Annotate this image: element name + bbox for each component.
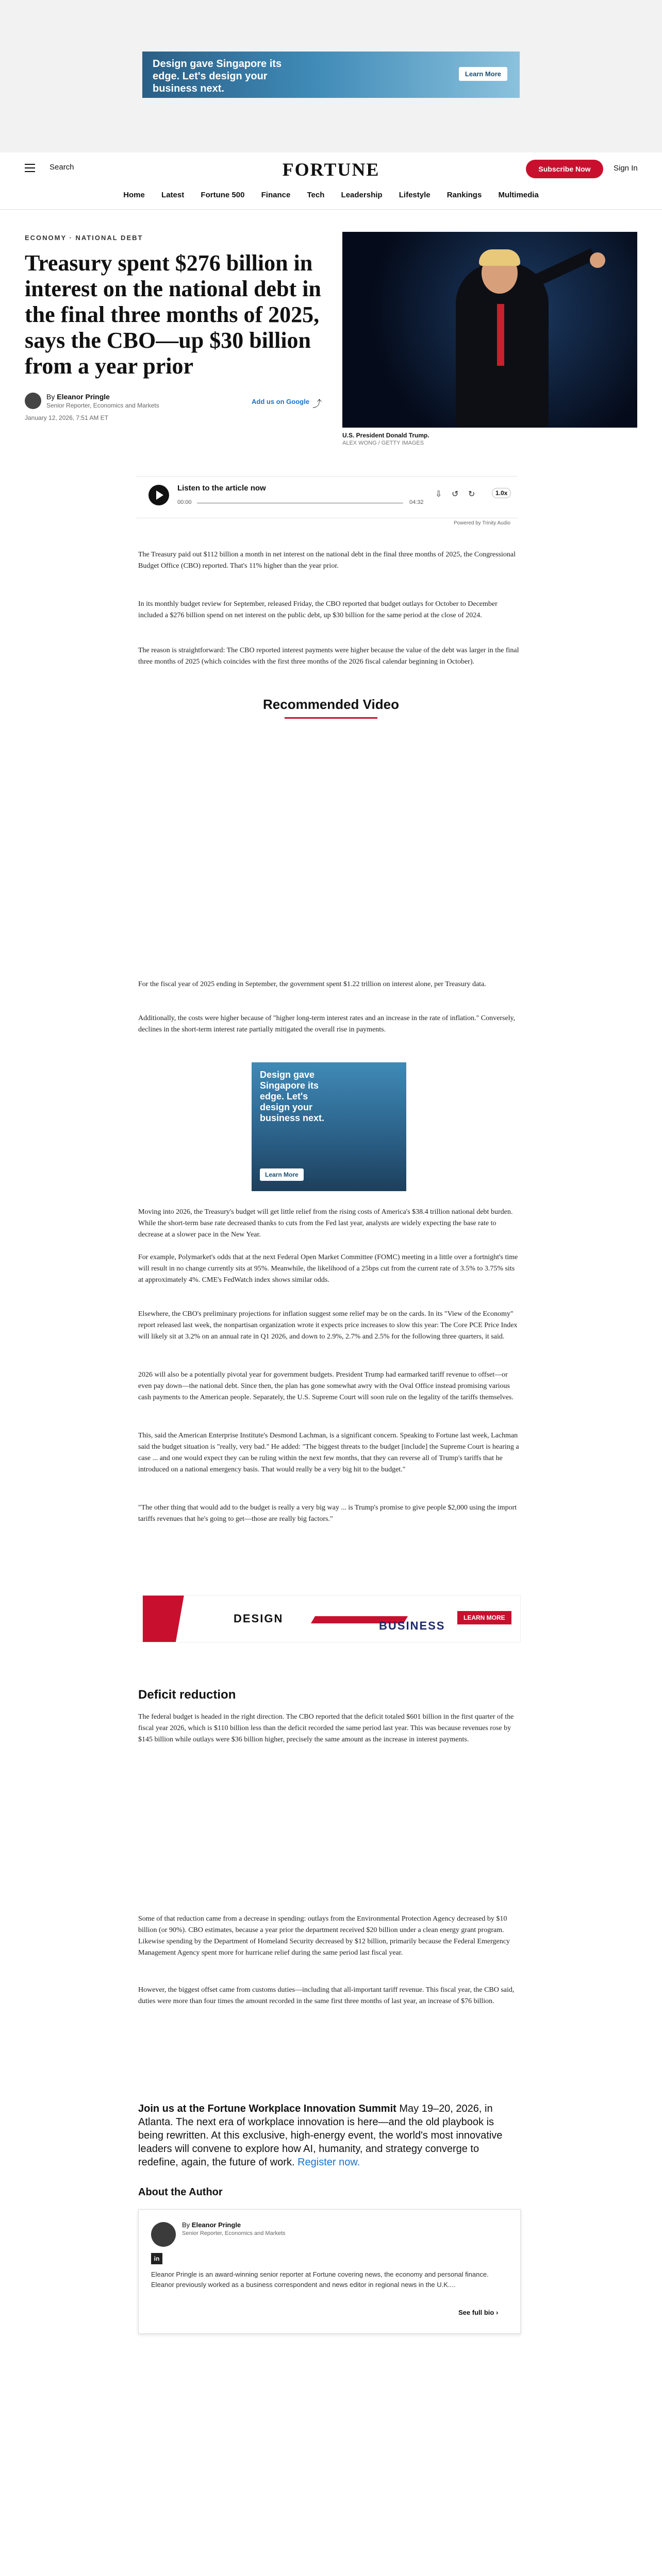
player-time-end: 04:32 [409, 499, 424, 505]
forward-icon[interactable]: ↻ [468, 490, 475, 499]
about-author-heading: About the Author [138, 2187, 223, 2198]
paragraph-9: 2026 will also be a potentially pivotal year for government budgets. President Trump had earmarked tariff revenue to offset—or even pay down—the national debt. Since then, the plan has gone somewhat awry with the Oval Office instead promising various cash payments to the American people. Separately, the U.S. Supreme Court will soon rule on the legality of the tariffs themselves. [138, 1371, 514, 1401]
nav-tech[interactable]: Tech [307, 191, 325, 199]
speed-button[interactable]: 1.0x [492, 488, 511, 498]
author-card-prefix: By [182, 2221, 190, 2229]
audio-player [136, 476, 518, 518]
player-time-start: 00:00 [177, 499, 192, 505]
article-headline: Treasury spent $276 billion in interest on the national debt in the final three months of 2025, says the CBO—up $30 billion from a year prior [25, 250, 321, 379]
author-role: Senior Reporter, Economics and Markets [46, 402, 159, 409]
article-kicker[interactable]: ECONOMY · NATIONAL DEBT [25, 234, 143, 242]
share-icon[interactable]: ⤴ [312, 399, 322, 409]
hero-arm [525, 248, 596, 290]
paragraph-1: The Treasury paid out $112 billion a month in net interest on the national debt in the final three months of 2025, the Congressional Budget Office (CBO) reported. That's 11% higher than the year prior. [138, 551, 516, 570]
summit-register-link[interactable]: Register now. [297, 2157, 360, 2168]
banner-ad[interactable] [142, 1595, 521, 1642]
publish-date: January 12, 2026, 7:51 AM ET [25, 414, 109, 421]
paragraph-7: For example, Polymarket's odds that at the next Federal Open Market Committee (FOMC) meeting in a little over a fortnight's time will result in no change currently sits at 95%. Meanwhile, the likelihood of a 25bps cut from the current rate of 3.5% to 3.75% sits at approximately 4%. CME's FedWatch index shows similar odds. [138, 1253, 518, 1284]
deficit-heading: Deficit reduction [138, 1688, 236, 1702]
recommended-video-heading: Recommended Video [263, 697, 399, 712]
nav-multimedia[interactable]: Multimedia [498, 191, 539, 199]
nav-leadership[interactable]: Leadership [341, 191, 383, 199]
author-avatar[interactable] [25, 393, 41, 409]
mid-ad-cta[interactable]: Learn More [260, 1168, 304, 1181]
hero-hair [479, 249, 520, 266]
paragraph-10: This, said the American Enterprise Institute's Desmond Lachman, is a significant concern. Speaking to Fortune last week, Lachman said the budget situation is "really, very bad." He added: "The biggest threats to the budget [include] the Supreme Court is hearing a case ... and one would expect they can be ruling within the next few months, that they can reverse all of Trump's tariffs that he introduced on a national emergency basis. That would really be a very big hit to the budget." [138, 1432, 519, 1473]
search-button[interactable]: Search [49, 163, 74, 172]
chevron-right-icon: › [495, 2309, 499, 2316]
nav-divider [0, 209, 662, 210]
author-card-avatar[interactable] [151, 2222, 176, 2247]
linkedin-icon[interactable]: in [151, 2253, 162, 2264]
fortune-logo[interactable]: FORTUNE [282, 159, 380, 180]
top-ad-headline: Design gave Singapore its edge. Let's design your business next. [153, 58, 282, 94]
player-title: Listen to the article now [177, 484, 266, 493]
banner-ad-cta[interactable]: LEARN MORE [457, 1611, 511, 1624]
byline [46, 393, 110, 401]
author-card [138, 2209, 521, 2334]
top-ad-slot [0, 0, 662, 152]
add-google-button[interactable]: Add us on Google [252, 398, 309, 405]
author-card-name [182, 2221, 241, 2229]
nav-lifestyle[interactable]: Lifestyle [399, 191, 431, 199]
site-header [0, 152, 662, 183]
mid-ad-banner[interactable] [252, 1062, 406, 1191]
summit-body: May 19–20, 2026, in Atlanta. The next era of workplace innovation is here—and the old playbook is being rewritten. At this exclusive, high-energy event, the world's most innovative leaders will convene to explore how AI, humanity, and strategy converge to redefine, again, the future of work. [138, 2103, 503, 2168]
nav-rankings[interactable]: Rankings [446, 191, 482, 199]
author-link[interactable]: Eleanor Pringle [57, 393, 110, 401]
top-ad-cta[interactable]: Learn More [459, 67, 507, 81]
nav-latest[interactable]: Latest [161, 191, 185, 199]
inline-ad-slot [138, 1762, 520, 1901]
paragraph-4: For the fiscal year of 2025 ending in September, the government spent $1.22 trillion on interest alone, per Treasury data. [138, 980, 486, 988]
paragraph-12: The federal budget is headed in the right direction. The CBO reported that the deficit totaled $601 billion in the first quarter of the fiscal year 2026, which is $110 billion less than the deficit recorded the same period last year. This was because revenues rose by $145 billion while outlays were $36 billion higher, precisely the same amount as the increase in interest payments. [138, 1713, 514, 1743]
paragraph-8: Elsewhere, the CBO's preliminary projections for inflation suggest some relief may be on the cards. In its "View of the Economy" report released last week, the nonpartisan organization wrote it expects price increases to slow this year: The Core PCE Price Index will likely sit at 3.2% on an annual rate in Q1 2026, and down to 2.9%, 2.7% and 2.5% for the following three quarters, it said. [138, 1310, 518, 1341]
paragraph-3: The reason is straightforward: The CBO reported interest payments were higher because the value of the debt was larger in the final three months of 2025 (which coincides with the first three months of the 2026 fiscal calendar beginning in October). [138, 647, 519, 666]
banner-ad-word-business: BUSINESS [379, 1619, 445, 1632]
paragraph-13: Some of that reduction came from a decrease in spending: outlays from the Environmental Protection Agency decreased by $10 billion (or 90%). CBO estimates, because a year prior the department received $20 billion under a clean energy grant program. Likewise spending by the Department of Homeland Security decreased by $12 billion, primarily because the Federal Emergency Management Agency spent more for hurricane relief during the same period last fiscal year. [138, 1915, 510, 1957]
download-icon[interactable]: ⇩ [435, 490, 442, 499]
sign-in-link[interactable]: Sign In [614, 164, 638, 173]
paragraph-11: "The other thing that would add to the budget is really a very big way ... is Trump's promise to give people $2,000 using the import tariffs revenues that he's going to get—those are really big factors." [138, 1504, 517, 1523]
summit-promo [138, 2102, 520, 2169]
summit-lead: Join us at the Fortune Workplace Innovation Summit [138, 2103, 396, 2114]
paragraph-14: However, the biggest offset came from customs duties—including that all-important tariff revenue. This fiscal year, the CBO said, duties were more than four times the amount recorded in the same first three months of last year, an increase of $76 billion. [138, 1986, 515, 2005]
image-credit: ALEX WONG / GETTY IMAGES [342, 440, 424, 446]
paragraph-5: Additionally, the costs were higher because of "higher long-term interest rates and an increase in the rate of inflation." Conversely, declines in the short-term interest rate partially mitigated the overall rise in payments. [138, 1014, 516, 1033]
main-nav [0, 191, 662, 199]
paragraph-6: Moving into 2026, the Treasury's budget will get little relief from the rising costs of America's $38.4 trillion national debt burden. While the short-term base rate decreased thanks to cuts from the Fed last year, analysts are widely expecting the base rate to decrease at a slower pace in the New Year. [138, 1208, 513, 1239]
hero-tie [497, 304, 504, 366]
subscribe-button[interactable]: Subscribe Now [526, 160, 603, 178]
hero-image [342, 232, 637, 428]
banner-ad-word-design: DESIGN [234, 1612, 284, 1625]
play-icon[interactable] [148, 485, 169, 505]
nav-finance[interactable]: Finance [261, 191, 291, 199]
image-caption: U.S. President Donald Trump. [342, 432, 429, 439]
see-full-bio-link[interactable] [458, 2309, 498, 2316]
nav-home[interactable]: Home [123, 191, 145, 199]
byline-block [25, 393, 334, 423]
player-progress-track[interactable] [197, 502, 403, 504]
recommended-underline [285, 717, 377, 719]
nav-fortune-500[interactable]: Fortune 500 [201, 191, 245, 199]
rewind-icon[interactable]: ↺ [452, 490, 459, 499]
author-card-bio: Eleanor Pringle is an award-winning senior reporter at Fortune covering news, the economy and personal finance. Eleanor previously worked as a business correspondent and news editor in regional news in the U.K.... [151, 2270, 489, 2289]
see-full-bio-label: See full bio [458, 2309, 494, 2316]
mid-ad-headline: Design gave Singapore its edge. Let's design your business next. [260, 1070, 325, 1123]
top-ad-banner[interactable] [142, 52, 520, 98]
byline-prefix: By [46, 393, 55, 401]
video-player-slot[interactable] [138, 726, 520, 969]
paragraph-2: In its monthly budget review for September, released Friday, the CBO reported that budget outlays for October to December included a $276 billion spend on net interest on the public debt, up $30 billion for the same period at the close of 2024. [138, 600, 498, 619]
author-card-name-link[interactable]: Eleanor Pringle [191, 2221, 241, 2229]
hero-hand [590, 252, 605, 268]
player-powered-by[interactable]: Powered by Trinity Audio [454, 520, 511, 526]
author-card-role: Senior Reporter, Economics and Markets [182, 2230, 286, 2236]
